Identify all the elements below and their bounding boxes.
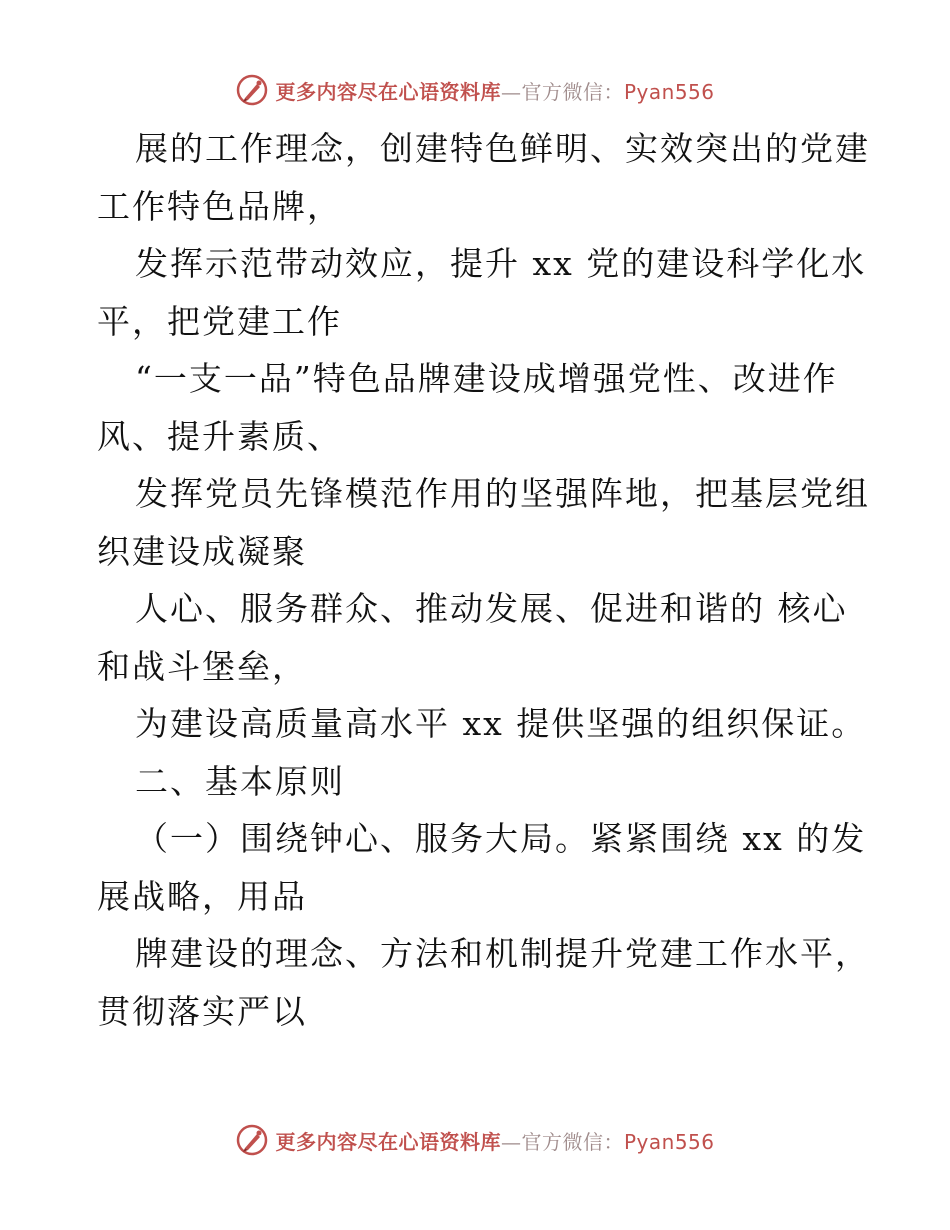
text-line: 和战斗堡垒，: [97, 646, 307, 686]
pen-logo-icon: [235, 73, 269, 107]
banner-wechat-label: —官方微信：: [500, 79, 624, 104]
text-line: 为建设高质量高水平 xx 提供坚强的组织保证。: [135, 704, 867, 743]
text-line: （一）围绕钟心、服务大局。紧紧围绕 xx 的发: [135, 819, 867, 858]
header-banner: [0, 70, 950, 110]
footer-banner: [0, 1120, 950, 1160]
text-line: 人心、服务群众、推动发展、促进和谐的 核心: [135, 589, 848, 628]
document-body: [97, 120, 870, 1040]
pen-logo-icon: [235, 1123, 269, 1157]
text-line: 工作特色品牌，: [97, 186, 342, 226]
banner-wechat-id: Pyan556: [623, 79, 715, 104]
text-line: 展的工作理念，创建特色鲜明、实效突出的党建: [135, 129, 870, 168]
text-line: 平，把党建工作: [97, 301, 342, 341]
text-line: 展战略，用品: [97, 876, 307, 916]
text-line: 牌建设的理念、方法和机制提升党建工作水平，: [135, 934, 870, 973]
section-heading: 二、基本原则: [135, 761, 345, 801]
banner-text: [275, 76, 714, 105]
text-line: “一支一品”特色品牌建设成增强党性、改进作: [135, 359, 838, 398]
text-line: 风、提升素质、: [97, 416, 342, 456]
banner-site-name: 更多内容尽在心语资料库: [275, 1129, 501, 1154]
banner-site-name: 更多内容尽在心语资料库: [275, 79, 501, 104]
text-line: 发挥党员先锋模范作用的坚强阵地，把基层党组: [135, 474, 870, 513]
text-line: 织建设成凝聚: [97, 531, 307, 571]
text-line: 贯彻落实严以: [97, 991, 307, 1031]
banner-text: [275, 1126, 714, 1155]
banner-wechat-label: —官方微信：: [500, 1129, 624, 1154]
text-line: 发挥示范带动效应，提升 xx 党的建设科学化水: [135, 244, 867, 283]
banner-wechat-id: Pyan556: [623, 1129, 715, 1154]
